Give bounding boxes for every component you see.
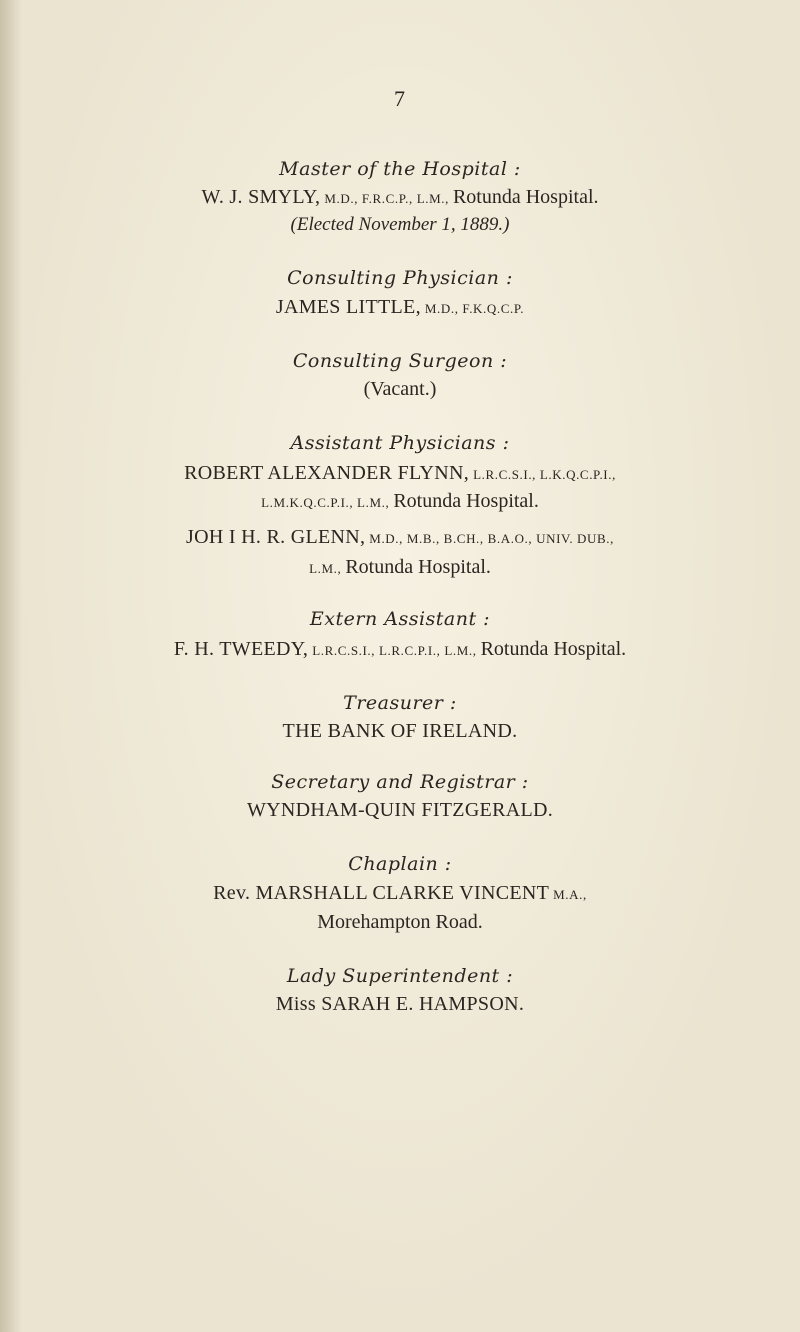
assistant-physician-1-name: ROBERT ALEXANDER FLYNN, [184,462,470,484]
assistant-physician-2-entry [0,526,800,549]
extern-assistant-heading: Extern Assistant : [309,608,491,630]
secretary-value: WYNDHAM-QUIN FITZGERALD. [246,799,554,821]
assistant-physician-2-entry-continued [0,556,800,579]
chaplain-address: Morehampton Road. [317,911,483,933]
assistant-physician-2-qualifications-a: M.D., M.B., B.CH., B.A.O., UNIV. DUB., [369,531,614,546]
extern-assistant-entry [0,638,800,661]
page-number: 7 [394,86,406,111]
treasurer-heading: Treasurer : [343,692,457,714]
consulting-physician-qualifications: M.D., F.K.Q.C.P. [424,301,525,316]
master-election-note: (Elected November 1, 1889.) [290,214,510,235]
assistant-physician-2-qualifications-b: L.M., [309,561,342,576]
assistant-physician-2-name: JOH I H. R. GLENN, [186,526,366,548]
consulting-surgeon-heading: Consulting Surgeon : [292,350,508,372]
treasurer-value: THE BANK OF IRELAND. [282,720,518,742]
assistant-physician-1-qualifications-a: L.R.C.S.I., L.K.Q.C.P.I., [473,467,616,482]
chaplain-heading: Chaplain : [348,853,452,875]
consulting-physician-entry [0,296,800,319]
chaplain-qualifications: M.A., [553,887,587,902]
master-name: W. J. SMYLY, [201,186,321,208]
master-entry [0,186,800,209]
master-heading: Master of the Hospital : [279,158,521,180]
assistant-physician-1-affiliation: Rotunda Hospital. [393,490,539,512]
assistant-physicians-heading: Assistant Physicians : [290,432,510,454]
consulting-physician-heading: Consulting Physician : [287,267,513,289]
master-qualifications: M.D., F.R.C.P., L.M., [324,191,449,206]
extern-assistant-qualifications: L.R.C.S.I., L.R.C.P.I., L.M., [312,643,477,658]
consulting-surgeon-value: (Vacant.) [363,378,437,400]
extern-assistant-affiliation: Rotunda Hospital. [480,638,627,660]
assistant-physician-1-qualifications-b: L.M.K.Q.C.P.I., L.M., [261,495,390,510]
secretary-heading: Secretary and Registrar : [271,771,529,793]
assistant-physician-1-entry-continued [0,490,800,513]
master-affiliation: Rotunda Hospital. [452,186,599,208]
consulting-physician-name: JAMES LITTLE, [275,296,421,318]
chaplain-entry [0,882,800,905]
lady-superintendent-heading: Lady Superintendent : [286,965,514,987]
assistant-physician-1-entry [0,462,800,485]
chaplain-name: Rev. MARSHALL CLARKE VINCENT [213,882,550,904]
assistant-physician-2-affiliation: Rotunda Hospital. [345,556,491,578]
extern-assistant-name: F. H. TWEEDY, [173,638,309,660]
lady-superintendent-value: Miss SARAH E. HAMPSON. [275,993,525,1015]
